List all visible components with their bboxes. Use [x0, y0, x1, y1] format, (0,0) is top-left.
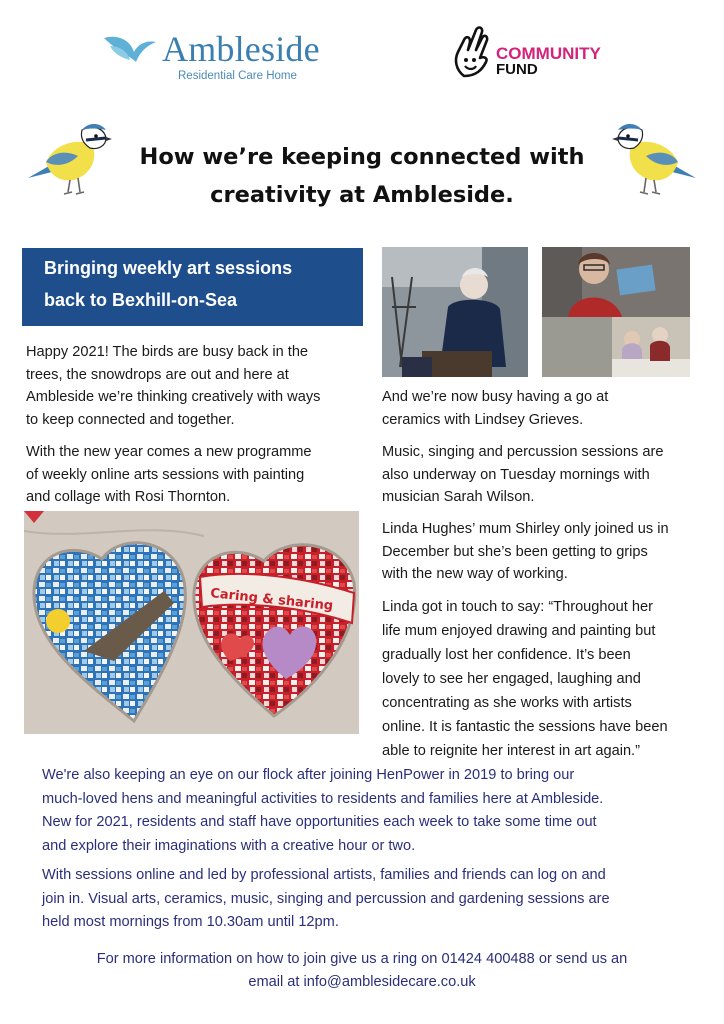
headline-line1: How we’re keeping connected with: [139, 144, 585, 170]
text-line: life mum enjoyed drawing and painting but: [382, 623, 656, 639]
text-line: join in. Visual arts, ceramics, music, singing and percussion and gardening sessions are: [42, 890, 610, 907]
left-paragraph-1: [26, 341, 320, 431]
ambleside-name: Ambleside: [162, 29, 320, 69]
text-line: Happy 2021! The birds are busy back in the: [26, 344, 309, 360]
resident-painting-photo: [382, 247, 528, 377]
right-paragraph-1: [382, 386, 608, 431]
contact-info: [42, 948, 682, 994]
text-line: of weekly online arts sessions with painting: [26, 466, 305, 483]
community-fund-logo: [450, 24, 630, 84]
text-line: online. It is fantastic the sessions have been: [382, 719, 668, 735]
section-banner: [22, 248, 363, 326]
bottom-paragraph-1: [42, 764, 603, 858]
contact-line-email[interactable]: email at info@amblesidecare.co.uk: [248, 974, 476, 990]
text-line: ceramics with Lindsey Grieves.: [382, 411, 584, 428]
text-line: Linda Hughes’ mum Shirley only joined us in: [382, 521, 669, 537]
text-line: lovely to see her engaged, laughing and: [382, 671, 641, 687]
text-line: also underway on Tuesday mornings with: [382, 466, 650, 483]
ambleside-logo: [100, 26, 340, 86]
text-line: much-loved hens and meaningful activities to residents and families here at Ambleside.: [42, 790, 604, 807]
page-headline: [130, 138, 594, 214]
left-paragraph-2: [26, 441, 312, 509]
text-line: Linda got in touch to say: “Throughout her: [382, 599, 653, 615]
blue-tit-left-illustration: [26, 118, 112, 198]
contact-line-phone: For more information on how to join give us a ring on 01424 400488 or send us an: [96, 951, 628, 967]
ceramics-video-call-illustration: [542, 247, 690, 377]
mosaic-banner-text: Caring & sharing: [209, 586, 334, 614]
right-paragraph-4: [382, 595, 668, 763]
community-fund-line1: COMMUNITY: [496, 44, 601, 63]
ceramics-video-call-photo: [542, 247, 690, 377]
text-line: Ambleside we’re thinking creatively with ways: [26, 389, 321, 405]
text-line: Music, singing and percussion sessions are: [382, 444, 664, 460]
text-line: gradually lost her confidence. It’s been: [382, 647, 631, 663]
text-line: December but she’s been getting to grips: [382, 543, 648, 560]
bottom-paragraph-2: [42, 864, 610, 935]
text-line: And we’re now busy having a go at: [382, 389, 609, 405]
community-fund-line2: FUND: [496, 61, 538, 78]
text-line: With the new year comes a new programme: [26, 444, 312, 460]
text-line: trees, the snowdrops are out and here at: [26, 366, 289, 383]
text-line: concentrating as she works with artists: [382, 695, 632, 711]
text-line: With sessions online and led by professional artists, families and friends can log on and: [42, 867, 606, 883]
text-line: with the new way of working.: [382, 566, 568, 582]
text-line: We're also keeping an eye on our flock after joining HenPower in 2019 to bring our: [42, 767, 575, 783]
headline-line2: creativity at Ambleside.: [210, 182, 514, 208]
banner-line1: Bringing weekly art sessions: [44, 258, 293, 278]
blue-tit-right-illustration: [612, 118, 698, 198]
text-line: New for 2021, residents and staff have opportunities each week to take some time out: [42, 814, 597, 830]
right-paragraph-2: [382, 441, 663, 509]
text-line: musician Sarah Wilson.: [382, 489, 535, 505]
ambleside-subtitle: Residential Care Home: [178, 70, 297, 82]
banner-line2: back to Bexhill-on-Sea: [44, 290, 238, 310]
right-paragraph-3: [382, 518, 669, 586]
text-line: held most mornings from 10.30am until 12pm.: [42, 914, 339, 930]
text-line: to keep connected and together.: [26, 411, 235, 428]
text-line: able to reignite her interest in art again.”: [382, 743, 640, 759]
crossed-fingers-icon: [450, 24, 494, 80]
resident-painting-illustration: [382, 247, 528, 377]
mosaic-hearts-illustration: [24, 511, 359, 734]
mosaic-hearts-photo: [24, 511, 359, 734]
text-line: and explore their imaginations with a creative hour or two.: [42, 837, 416, 854]
text-line: and collage with Rosi Thornton.: [26, 489, 231, 505]
dove-icon: [100, 30, 160, 70]
